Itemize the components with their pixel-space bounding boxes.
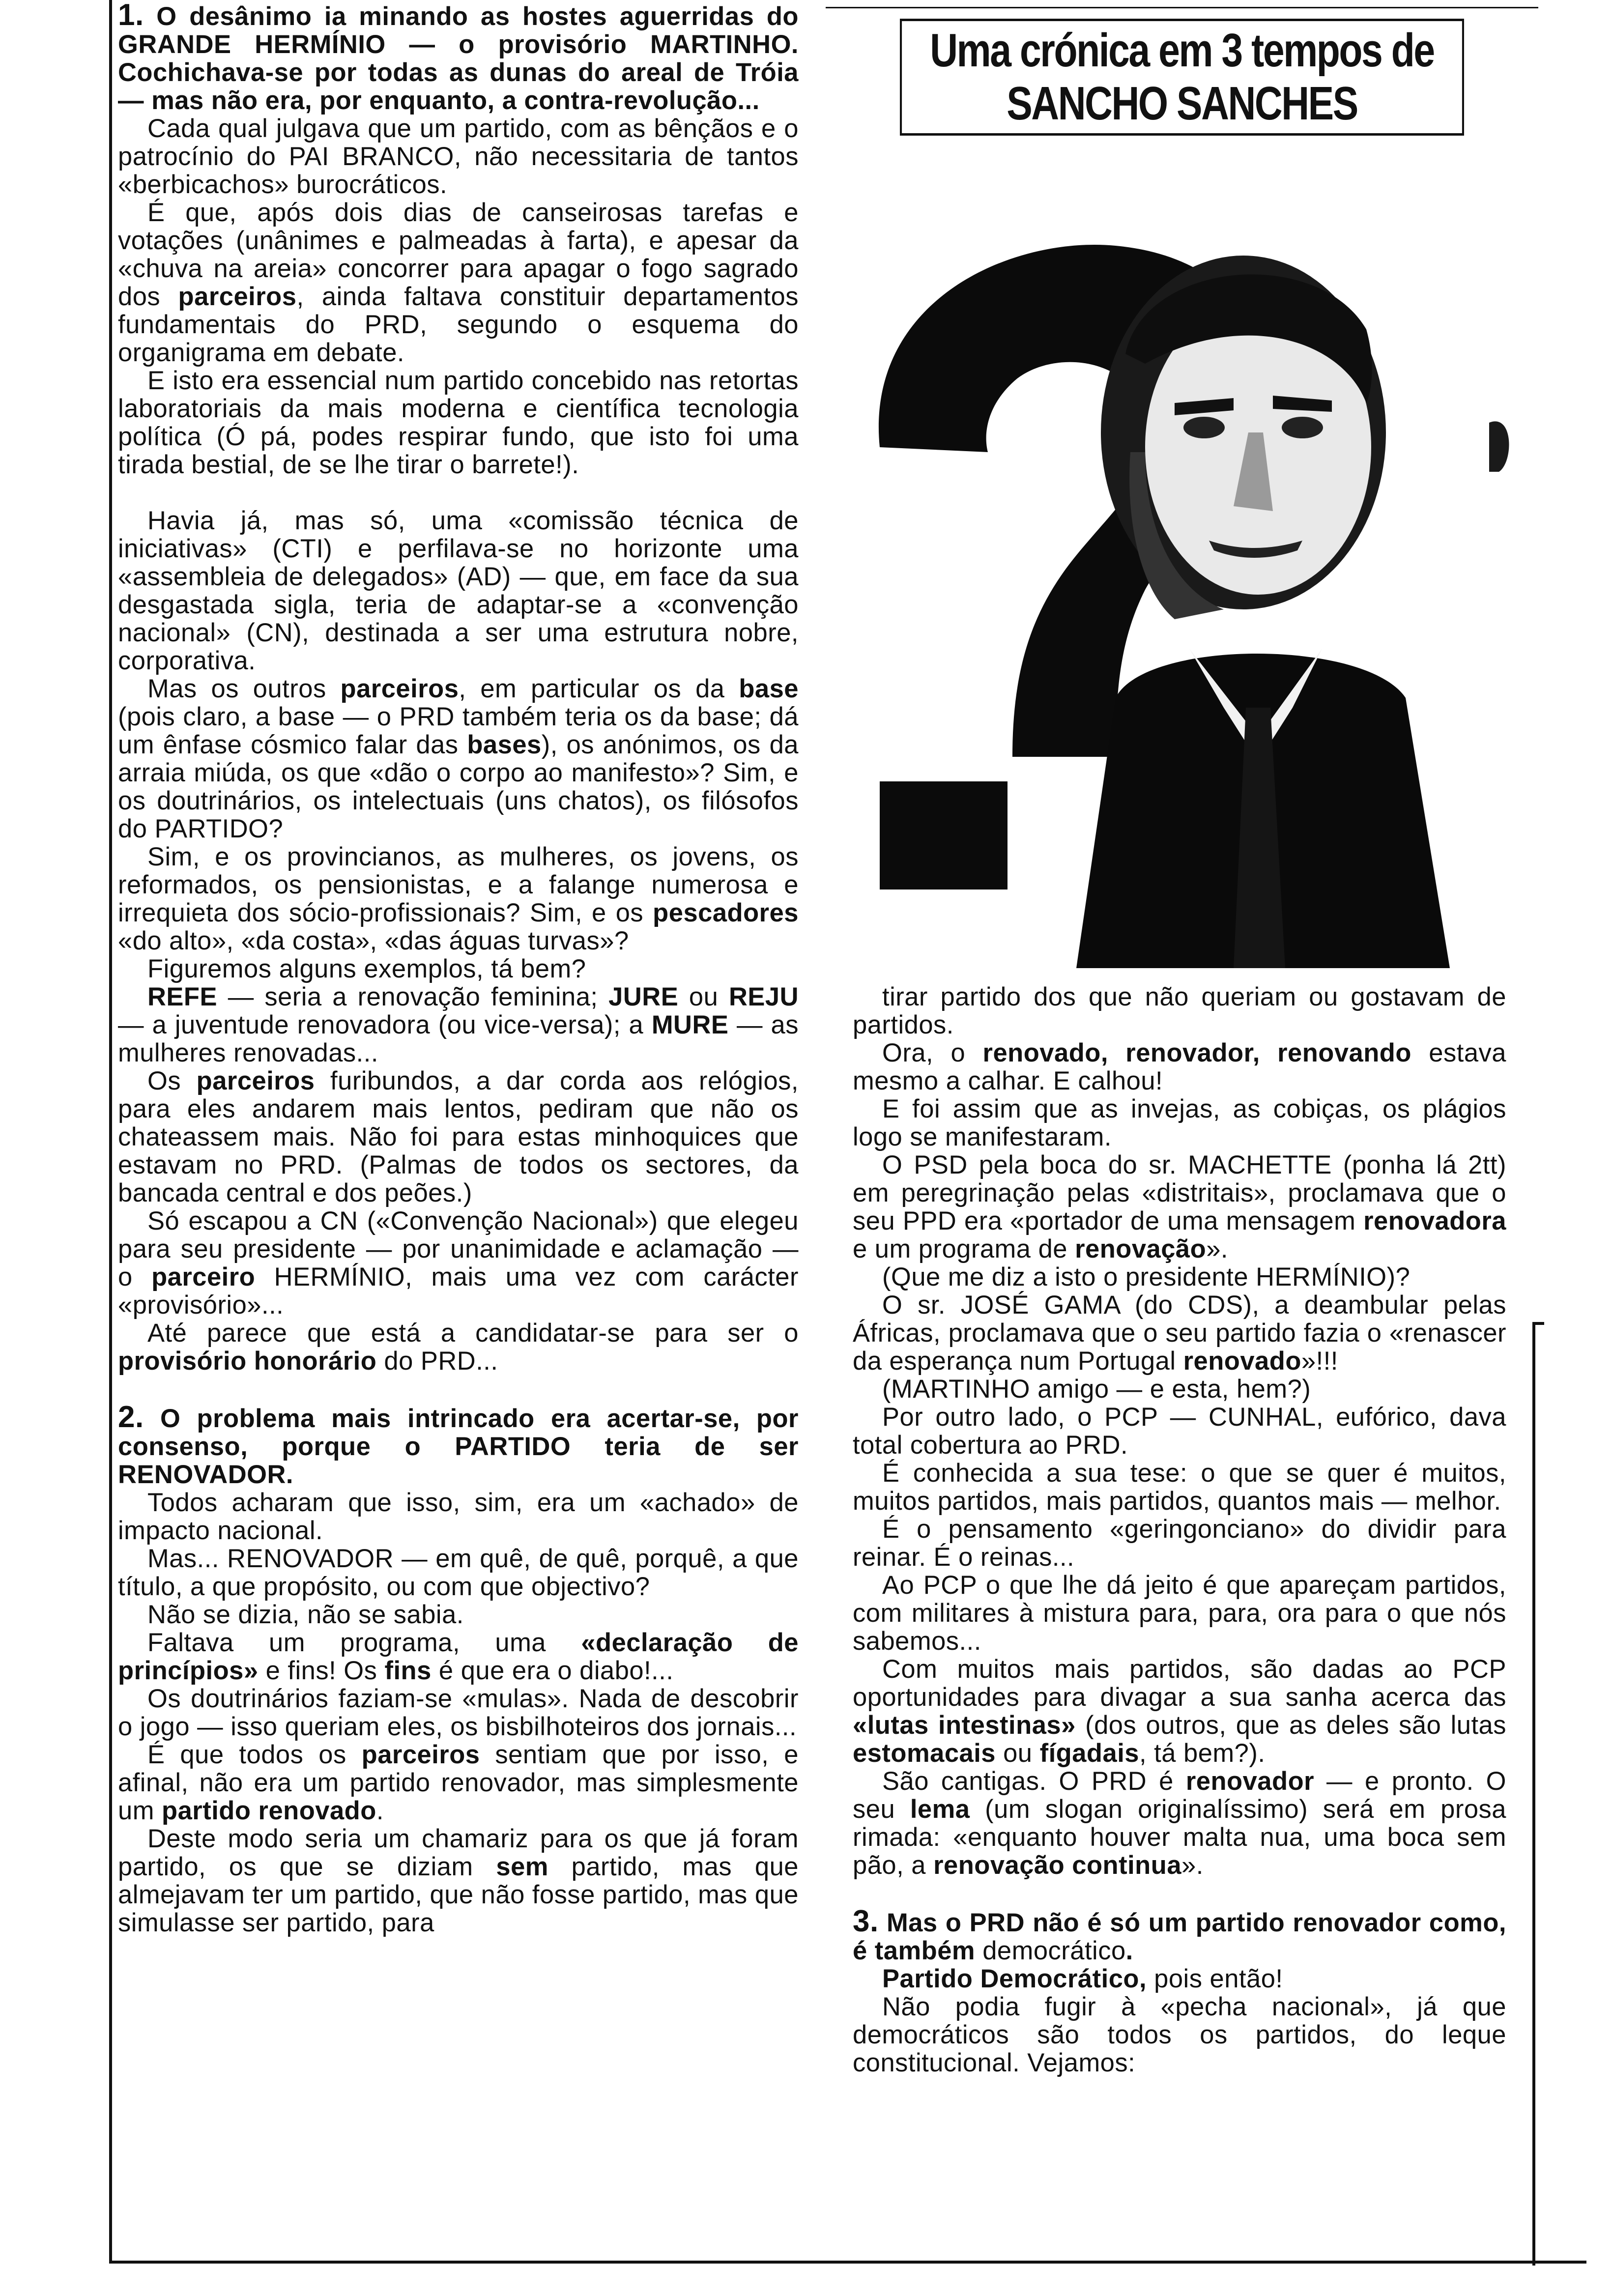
paragraph (853, 1375, 1506, 1403)
bold-text: renovação (1075, 1234, 1207, 1263)
bold-text: «lutas intestinas» (853, 1711, 1076, 1740)
bold-text: lema (910, 1795, 970, 1824)
text-run: Mas... RENOVADOR — em quê, de quê, porquê, a que título, a que propósito, ou com que objectivo? (118, 1544, 799, 1601)
text-run: É conhecida a sua tese: o que se quer é muitos, muitos partidos, mais partidos, quantos mais — melhor. (853, 1459, 1506, 1516)
text-run: É o pensamento «geringonciano» do dividir para reinar. É o reinas... (853, 1515, 1506, 1572)
paragraph (853, 1655, 1506, 1767)
top-rule (826, 7, 1538, 8)
text-run: do PRD... (376, 1347, 498, 1376)
text-run: (MARTINHO amigo — e esta, hem?) (882, 1375, 1311, 1404)
paragraph (118, 507, 799, 675)
text-run: ou (996, 1739, 1040, 1768)
text-run: Não podia fugir à «pecha nacional», já que democráticos são todos os partidos, do leque constitucional. Vejamos: (853, 1992, 1506, 2077)
text-run: E foi assim que as invejas, as cobiças, os plágios logo se manifestaram. (853, 1094, 1506, 1151)
text-run: Ora, o (882, 1038, 983, 1067)
paragraph (118, 1601, 799, 1629)
bold-text: estomacais (853, 1739, 996, 1768)
paragraph (853, 1403, 1506, 1459)
bold-text: parceiros (196, 1066, 315, 1095)
bold-text: partido renovado (162, 1796, 376, 1825)
section-number: 2. (118, 1400, 144, 1434)
paragraph (853, 1515, 1506, 1571)
bold-text: parceiro (151, 1263, 256, 1292)
paragraph (118, 367, 799, 479)
text-run: E isto era essencial num partido concebido nas retortas laboratoriais da mais moderna e científica tecnologia política (Ó pá, podes respirar fundo, que isto foi uma tirada bestial, de se lhe tirar o barrete!). (118, 366, 799, 479)
text-run: ), os anónimos, os da arraia miúda, os que «dão o corpo ao manifesto»? Sim, e os doutrinários, os intelectuais (uns chatos), os filósofos do PARTIDO? (118, 730, 799, 843)
text-run: Não se dizia, não se sabia. (147, 1600, 464, 1629)
text-run: , ainda faltava constituir departamentos fundamentais do PRD, segundo o esquema do organigrama em debate. (118, 282, 799, 367)
bold-text: pescadores (653, 898, 799, 927)
paragraph (853, 1095, 1506, 1151)
text-run: tirar partido dos que não queriam ou gostavam de partidos. (853, 982, 1506, 1039)
text-run: Até parece que está a candidatar-se para ser o (147, 1319, 799, 1348)
text-run: — seria a renovação feminina; (217, 982, 609, 1011)
bold-text: REFE (147, 982, 218, 1011)
paragraph (118, 1207, 799, 1319)
paragraph (853, 1767, 1506, 1879)
bold-text: JURE (608, 982, 679, 1011)
bold-text: renovação continua (933, 1851, 1182, 1880)
bold-text: fins (384, 1656, 432, 1685)
bold-text: renovadora (1363, 1206, 1506, 1235)
text-run: «do alto», «da costa», «das águas turvas»? (118, 926, 629, 955)
text-run: ou (678, 982, 729, 1011)
bold-text: . (1125, 1936, 1133, 1965)
left-column (118, 1, 799, 1937)
paragraph (118, 1, 799, 115)
text-run: ». (1181, 1851, 1204, 1880)
paragraph (853, 1263, 1506, 1291)
text-run: (Que me diz a isto o presidente HERMÍNIO)? (882, 1263, 1410, 1292)
paragraph (118, 1489, 799, 1545)
text-run: Faltava um programa, uma (147, 1628, 581, 1657)
text-run: São cantigas. O PRD é (882, 1767, 1186, 1796)
text-run: furibundos, a dar corda aos relógios, para eles andarem mais lentos, pediram que não os chateassem mais. Não foi para estas minhoquices que estavam no PRD. (Palmas de todos os sectores, da bancada central e dos peões.) (118, 1066, 799, 1207)
text-run: (um slogan originalíssimo) será em prosa rimada: «enquanto houver malta nua, uma boca sem pão, a (853, 1795, 1506, 1880)
bold-text: bases (467, 730, 542, 759)
text-run: estava mesmo a calhar. E calhou! (853, 1038, 1506, 1095)
section-number: 3. (853, 1904, 879, 1938)
text-run: Sim, e os provincianos, as mulheres, os jovens, os reformados, os pensionistas, e a falange numerosa e irrequieta dos sócio-profissionais? Sim, e os (118, 842, 799, 927)
bold-text: renovador (1185, 1767, 1315, 1796)
text-run: democrático (982, 1936, 1126, 1965)
text-run: Por outro lado, o PCP — CUNHAL, eufórico, dava total cobertura ao PRD. (853, 1403, 1506, 1460)
text-run: ». (1206, 1234, 1228, 1263)
bold-text: MURE (651, 1010, 729, 1039)
paragraph (118, 115, 799, 199)
paragraph (118, 1629, 799, 1685)
paragraph (118, 843, 799, 955)
paragraph (118, 1545, 799, 1601)
text-run: sentiam que por isso, e afinal, não era um partido renovador, mas simplesmente um (118, 1740, 799, 1825)
paragraph (118, 983, 799, 1067)
text-run: partido, mas que almejavam ter um partido, que não fosse partido, mas que simulasse ser partido, para (118, 1852, 799, 1937)
paragraph (118, 1825, 799, 1937)
text-run: Com muitos mais partidos, são dadas ao PCP oportunidades para divagar a sua sanha acerca das (853, 1655, 1506, 1712)
text-run: — a juventude renovadora (ou vice-versa); a (118, 1010, 652, 1039)
paragraph (118, 1400, 799, 1489)
text-run: , tá bem?). (1139, 1739, 1266, 1768)
headline-line-2: SANCHO SANCHES (1007, 77, 1357, 130)
paragraph (853, 1039, 1506, 1095)
text-run: Ao PCP o que lhe dá jeito é que apareçam partidos, com militares à mistura para, para, ora para o que nós sabemos... (853, 1571, 1506, 1656)
paragraph (118, 1741, 799, 1825)
text-run: Os doutrinários faziam-se «mulas». Nada de descobrir o jogo — isso queriam eles, os bisbilhoteiros dos jornais... (118, 1684, 799, 1741)
bold-text: fígadais (1039, 1739, 1139, 1768)
bold-text: renovado, renovador, renovando (982, 1038, 1411, 1067)
text-run: Todos acharam que isso, sim, era um «achado» de impacto nacional. (118, 1488, 799, 1545)
portrait-photo (801, 216, 1514, 968)
text-run: Cada qual julgava que um partido, com as bênçãos e o patrocínio do PAI BRANCO, não necessitaria de tantos «berbicachos» burocráticos. (118, 114, 799, 199)
text-run: Deste modo seria um chamariz para os que já foram partido, os que se diziam (118, 1824, 799, 1881)
text-run: — as mulheres renovadas... (118, 1010, 799, 1067)
text-run: O PSD pela boca do sr. MACHETTE (ponha lá 2tt) em peregrinação pelas «distritais», proclamava que o seu PPD era «portador de uma mensagem (853, 1150, 1506, 1235)
bold-text: «declaração de princípios» (118, 1628, 799, 1685)
text-run: é que era o diabo!... (431, 1656, 674, 1685)
side-bracket (1532, 1322, 1535, 2266)
text-run: Mas os outros (147, 674, 341, 703)
paragraph (853, 1291, 1506, 1375)
paragraph (118, 955, 799, 983)
text-run: O sr. JOSÉ GAMA (do CDS), a deambular pelas Áfricas, proclamava que o seu partido fazia o «renascer da esperança num Portugal (853, 1291, 1506, 1376)
bold-text: Partido Democrático, (882, 1964, 1147, 1993)
bold-text: parceiros (340, 674, 459, 703)
text-run: pois então! (1147, 1964, 1283, 1993)
bold-text: base (739, 674, 799, 703)
text-run: Só escapou a CN («Convenção Nacional») que elegeu para seu presidente — por unanimidade e aclamação — o (118, 1206, 799, 1292)
bold-text: Mas o PRD não é só um partido renovador como, é também (853, 1908, 1506, 1965)
text-run: e fins! Os (258, 1656, 385, 1685)
bold-text: O problema mais intrincado era acertar-se, por consenso, porque o PARTIDO teria de ser RENOVADOR. (118, 1404, 799, 1489)
paragraph (853, 1904, 1506, 1965)
text-run: (dos outros, que as deles são lutas (1075, 1711, 1507, 1740)
text-run: , em particular os da (459, 674, 739, 703)
text-run: É que todos os (147, 1740, 362, 1769)
question-mark-dot (880, 781, 1008, 890)
paragraph (853, 1965, 1506, 1993)
paragraph (118, 1319, 799, 1375)
text-run: Os (147, 1066, 197, 1095)
paragraph (118, 199, 799, 367)
text-run: HERMÍNIO, mais uma vez com carácter «provisório»... (118, 1263, 799, 1320)
section-number: 1. (118, 0, 144, 32)
paragraph (853, 983, 1506, 1039)
paragraph (118, 675, 799, 843)
text-run: e um programa de (853, 1234, 1075, 1263)
paragraph (853, 1571, 1506, 1655)
text-run: É que, após dois dias de canseirosas tarefas e votações (unânimes e palmeadas à farta), e apesar da «chuva na areia» concorrer para apagar o fogo sagrado dos (118, 198, 799, 311)
paragraph (853, 1993, 1506, 2077)
text-run: . (376, 1796, 384, 1825)
text-run: »!!! (1301, 1347, 1338, 1376)
bold-text: parceiros (178, 282, 297, 311)
text-run: — e pronto. O seu (853, 1767, 1506, 1824)
text-run: (pois claro, a base — o PRD também teria os da base; dá um ênfase cósmico falar das (118, 702, 799, 759)
paragraph (118, 1067, 799, 1207)
text-run: Figuremos alguns exemplos, tá bem? (147, 954, 586, 983)
bold-text: sem (496, 1852, 548, 1881)
headline-line-1: Uma crónica em 3 tempos de (930, 24, 1434, 77)
paragraph (853, 1151, 1506, 1263)
bold-text: renovado (1183, 1347, 1301, 1376)
bold-text: parceiros (361, 1740, 480, 1769)
headline-box (900, 19, 1464, 136)
bold-text: REJU (728, 982, 799, 1011)
right-column (853, 983, 1506, 2077)
paragraph (118, 1685, 799, 1741)
text-run: Havia já, mas só, uma «comissão técnica de iniciativas» (CTI) e perfilava-se no horizonte uma «assembleia de delegados» (AD) — que, em face da sua desgastada sigla, teria de adaptar-se a «convenção nacional» (CN), destinada a ser uma estrutura nobre, corporativa. (118, 506, 799, 675)
paragraph (853, 1459, 1506, 1515)
bold-text: provisório honorário (118, 1347, 377, 1376)
bold-text: O desânimo ia minando as hostes aguerridas do GRANDE HERMÍNIO — o provisório MARTINHO. Cochichava-se por todas as dunas do areal de Tróia — mas não era, por enquanto, a contra-revolução... (118, 2, 799, 115)
